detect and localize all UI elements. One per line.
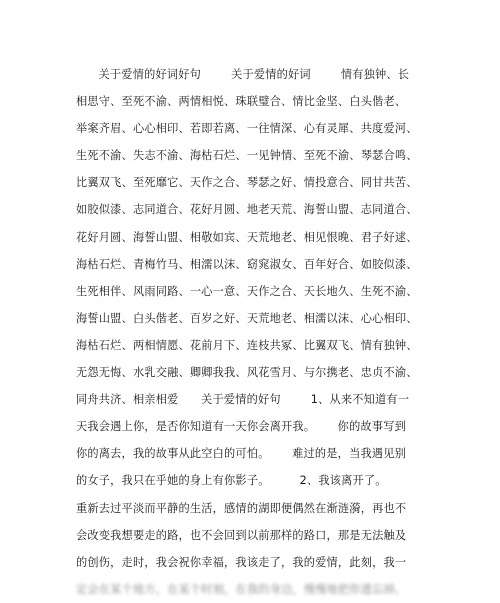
text-line: 海枯石烂、青梅竹马、相濡以沫、窈窕淑女、百年好合、如胶似漆、 [76,257,418,271]
text-line: 关于爱情的好词好句 关于爱情的好词 情有独钟、长 [76,68,410,81]
text-line: 海枯石烂、两相情愿、花前月下、连枝共冢、比翼双飞、情有独钟、 [76,338,418,352]
text-line: 如胶似漆、志同道合、花好月圆、地老天荒、海誓山盟、志同道合、 [76,203,418,217]
text-line: 无怨无悔、水乳交融、卿卿我我、风花雪月、与尔携老、忠贞不渝、 [76,366,418,380]
text-line: 天我会遇上你，是否你知道有一天你会离开我。 你的故事写到 [76,420,407,434]
text-line: 重新去过平淡而平静的生活，感情的湖即便偶然在渐涟漪，再也不 [76,501,407,515]
text-line: 相思守、至死不渝、两情相悦、珠联璧合、情比金坚、白头偕老、 [76,95,407,109]
text-line: 定会在某个地方，在某个时刻，在我的身边，慢慢地把你遗忘掉。 [76,582,407,596]
text-line: 生死相伴、风雨同路、一心一意、天作之合、天长地久、生死不渝、 [76,284,418,298]
text-line: 花好月圆、海誓山盟、相敬如宾、天荒地老、相见恨晚、君子好逑、 [76,230,418,244]
text-line: 生死不渝、失志不渝、海枯石烂、一见钟情、至死不渝、琴瑟合鸣、 [76,149,418,163]
text-line: 的女子，我只在乎她的身上有你影子。 2、我该离开了。 [76,474,387,488]
text-line: 海誓山盟、白头偕老、百岁之好、天荒地老、相濡以沫、心心相印、 [76,311,418,325]
document-body [76,61,428,603]
text-line: 比翼双飞、至死靡它、天作之合、琴瑟之好、情投意合、同甘共苦、 [76,176,418,190]
text-line: 举案齐眉、心心相印、若即若离、一往情深、心有灵犀、共度爱河、 [76,122,418,136]
text-line: 会改变我想要走的路，也不会回到以前那样的路口，那是无法触及 [76,528,407,542]
text-line: 你的离去，我的故事从此空白的可怕。 难过的是，当我遇见别 [76,447,407,461]
text-line: 的创伤，走时，我会祝你幸福，我该走了，我的爱情，此刻，我一 [76,555,407,569]
text-line: 同舟共济、相亲相爱 关于爱情的好句 1、从来不知道有一 [76,393,410,407]
